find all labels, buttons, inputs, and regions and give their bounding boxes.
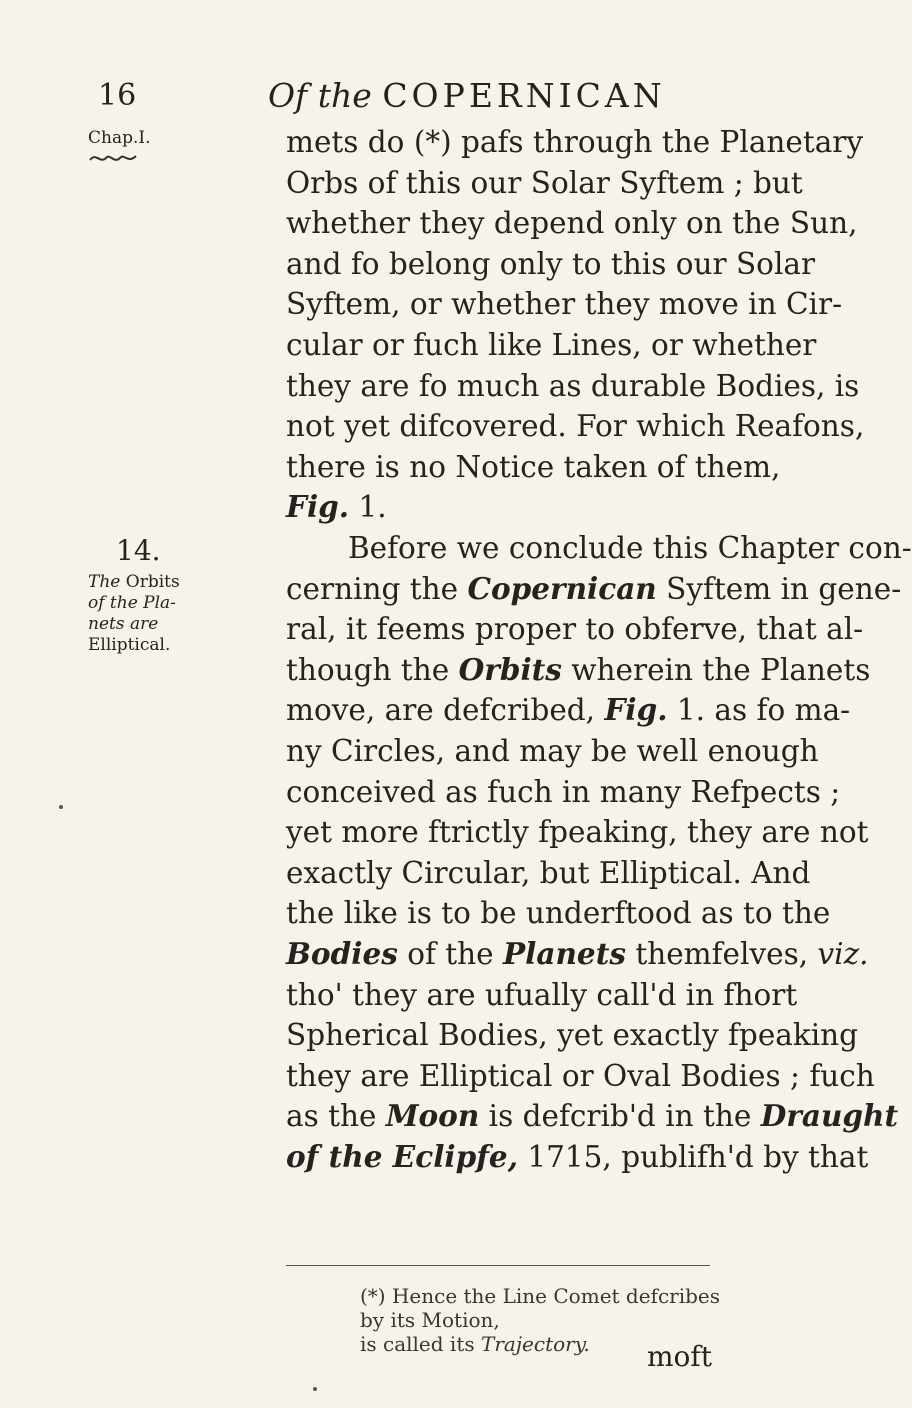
- footnote-line-2: is called its Trajectory.: [360, 1332, 590, 1356]
- text-line: Bodies of the Planets themfelves, viz.: [286, 935, 869, 971]
- footnote-line-1: (*) Hence the Line Comet defcribes by its Motion,: [360, 1284, 721, 1332]
- text-line: mets do (*) pafs through the Planetary: [286, 125, 864, 159]
- paragraph-continued: [286, 122, 865, 528]
- text-line: they are fo much as durable Bodies, is: [286, 368, 860, 403]
- ink-speck: [313, 1387, 317, 1391]
- text-line: they are Elliptical or Oval Bodies ; fuch: [286, 1058, 875, 1093]
- text-line: the like is to be underftood as to the: [286, 896, 831, 931]
- side-title-line-2: of the Pla-: [88, 593, 176, 613]
- section-side-title: [88, 572, 198, 656]
- text-line: ral, it feems proper to obferve, that al-: [286, 612, 864, 647]
- text-line: cular or fuch like Lines, or whether: [286, 327, 817, 362]
- text-line: ny Circles, and may be well enough: [286, 733, 819, 768]
- text-line: yet more ftrictly fpeaking, they are not: [286, 815, 869, 850]
- text-line: Orbs of this our Solar Syftem ; but: [286, 165, 803, 200]
- text-line: Syftem, or whether they move in Cir-: [286, 287, 843, 322]
- paragraph-orbits: [286, 528, 912, 1178]
- running-head-caps: COPERNICAN: [382, 76, 666, 115]
- page-number: 16: [98, 78, 137, 113]
- text-line: Spherical Bodies, yet exactly fpeaking: [286, 1018, 859, 1053]
- side-title-line-4: Elliptical.: [88, 635, 171, 655]
- text-line: as the Moon is defcrib'd in the Draught: [286, 1098, 899, 1134]
- chapter-label: Chap.I.: [88, 128, 151, 148]
- running-head-italic: Of the: [268, 76, 372, 115]
- text-line: though the Orbits wherein the Planets: [286, 651, 871, 687]
- text-line: move, are defcribed, Fig. 1. as fo ma-: [286, 692, 851, 728]
- ink-speck: [59, 805, 63, 809]
- text-line: whether they depend only on the Sun,: [286, 206, 858, 241]
- side-title-line-1: The Orbits: [88, 572, 180, 592]
- text-line: of the Eclipfe, 1715, publifh'd by that: [286, 1138, 869, 1174]
- catchword: moft: [647, 1340, 713, 1373]
- side-title-line-3: nets are: [88, 614, 159, 634]
- flourish-ornament: [88, 150, 138, 166]
- text-line: tho' they are ufually call'd in fhort: [286, 977, 798, 1012]
- text-line: and fo belong only to this our Solar: [286, 246, 816, 281]
- text-line: cerning the Copernican Syftem in gene-: [286, 570, 902, 606]
- text-line: Before we conclude this Chapter con-: [348, 531, 912, 565]
- running-head: [268, 76, 666, 115]
- section-number: 14.: [116, 534, 161, 567]
- text-line: Fig. 1.: [286, 489, 387, 525]
- footnote-rule: [286, 1265, 710, 1266]
- text-line: exactly Circular, but Elliptical. And: [286, 855, 811, 890]
- text-line: not yet difcovered. For which Reafons,: [286, 409, 865, 444]
- text-line: conceived as fuch in many Refpects ;: [286, 774, 841, 809]
- text-line: there is no Notice taken of them,: [286, 449, 781, 484]
